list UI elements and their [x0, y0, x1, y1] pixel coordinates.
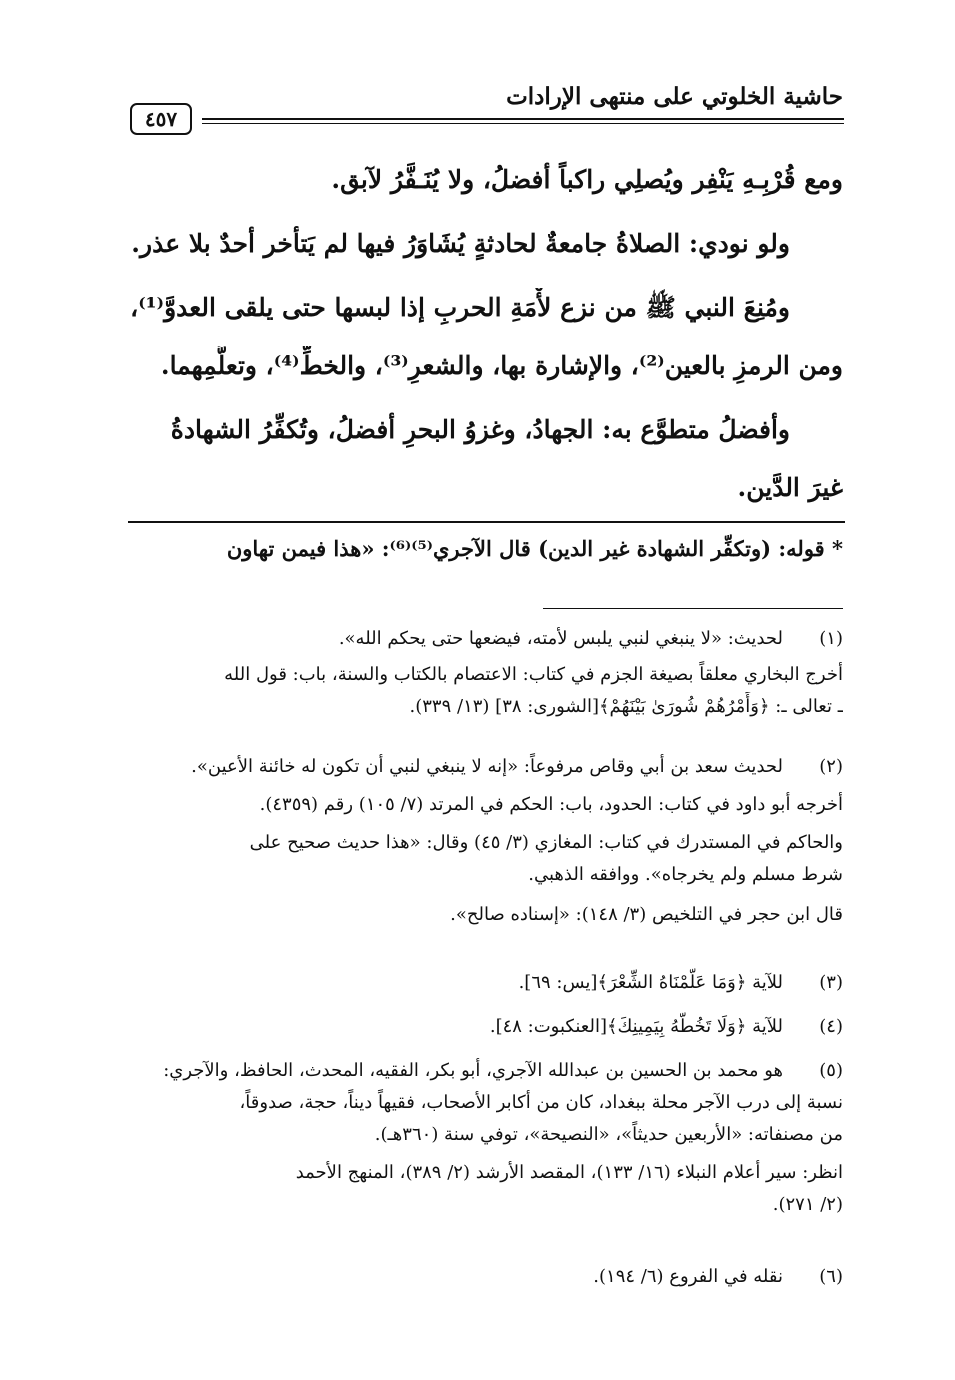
footnote-text: لحديث سعد بن أبي وقاص مرفوعاً: «إنه لا ينبغي لنبي أن تكون له خائنة الأعين».	[191, 756, 783, 777]
footnote-text: لحديث: «لا ينبغي لنبي يلبس لأمته، فيضعها حتى يحكم الله».	[338, 628, 783, 649]
footnote-text: للآية ﴿وَلَا تَخُطُّهُ بِيَمِينِكَ﴾[العنكبوت: ٤٨].	[489, 1016, 783, 1037]
footnote-4	[125, 1012, 843, 1042]
matn-line: ومُنِعَ النبي ﷺ من نزع لأْمَةِ الحربِ إذا لبسها حتى يلقى العدوَّ⁽¹⁾،	[130, 293, 790, 322]
footnote-6	[125, 1262, 843, 1292]
footnote-2	[125, 752, 843, 930]
commentary-line: * قوله: (وتكفِّر الشهادة غير الدين) قال الآجري⁽⁵⁾⁽⁶⁾: «هذا فيمن تهاون	[226, 536, 843, 561]
footnote-number: (٥)	[819, 1060, 843, 1081]
footnote-text: أخرجه أبو داود في كتاب: الحدود، باب: الحكم في المرتد (٧/ ١٠٥) رقم (٤٣٥٩).	[259, 794, 843, 815]
matn-line: ولو نودي: الصلاةُ جامعةٌ لحادثةٍ يُشَاوَرُ فيها لم يَتأخر أحدٌ بلا عذر.	[131, 229, 790, 258]
footnote-1	[125, 624, 843, 722]
footnote-text: أخرج البخاري معلقاً بصيغة الجزم في كتاب: الاعتصام بالكتاب والسنة، باب: قول الله	[224, 664, 843, 685]
footnote-number: (٦)	[819, 1266, 843, 1287]
footnote-number: (٤)	[819, 1016, 843, 1037]
footnote-3	[125, 968, 843, 998]
header-rule	[202, 118, 844, 124]
footnote-text: قال ابن حجر في التلخيص (٣/ ١٤٨): «إسناده صالح».	[450, 904, 843, 925]
matn-line: ومن الرمزِ بالعين⁽²⁾، والإشارة بها، والشعرِ⁽³⁾، والخطِّ⁽⁴⁾، وتعلُّمِهما.	[160, 351, 843, 380]
footnote-number: (٢)	[819, 756, 843, 777]
footnote-text: هو محمد بن الحسين بن عبدالله الآجري، أبو بكر، الفقيه، المحدث، الحافظ، والآجري:	[163, 1060, 783, 1081]
footnote-text: من مصنفاته: «الأربعين حديثاً»، «النصيحة»، توفي سنة (٣٦٠هـ).	[374, 1124, 843, 1145]
footnote-divider	[543, 608, 843, 609]
footnote-number: (١)	[819, 628, 843, 649]
matn-line: ومع قُرْبِـهِ يَنْفِر ويُصلِي راكباً أفضلُ، ولا يُنَـفَّرُ لآبق.	[331, 165, 843, 194]
text-divider	[128, 521, 845, 523]
footnote-text: نسبة إلى درب الآجر محلة ببغداد، كان من أكابر الأصحاب، فقيهاً ديناً، حجة، صدوقاً،	[239, 1092, 843, 1113]
footnote-5	[125, 1056, 843, 1220]
footnote-text: والحاكم في المستدرك في كتاب: المغازي (٣/ ٤٥) وقال: «هذا حديث صحيح على	[249, 832, 843, 853]
footnote-text: للآية ﴿وَمَا عَلَّمْنَاهُ الشِّعْرَ﴾[يس: ٦٩].	[518, 972, 783, 993]
footnote-text: شرط مسلم ولم يخرجاه». ووافقه الذهبي.	[528, 864, 843, 885]
footnote-number: (٣)	[819, 972, 843, 993]
footnote-text: (٢/ ٢٧١).	[772, 1194, 843, 1215]
matn-line: غيرَ الدَّين.	[737, 473, 843, 502]
page-number: ٤٥٧	[130, 103, 192, 135]
footnote-text: نقله في الفروع (٦/ ١٩٤).	[593, 1266, 783, 1287]
footnote-text: ـ تعالى ـ: ﴿وَأَمْرُهُمْ شُورَىٰ بَيْنَهُمْ﴾[الشورى: ٣٨] (١٣/ ٣٣٩).	[409, 696, 843, 717]
matn-line: وأفضلُ متطوَّع به: الجهادُ، وغزوُ البحرِ أفضلُ، وتُكفِّرُ الشهادةُ	[170, 415, 790, 444]
running-title: حاشية الخلوتي على منتهى الإرادات	[506, 83, 843, 110]
footnote-text: انظر: سير أعلام النبلاء (١٦/ ١٣٣)، المقصد الأرشد (٢/ ٣٨٩)، المنهج الأحمد	[295, 1162, 843, 1183]
